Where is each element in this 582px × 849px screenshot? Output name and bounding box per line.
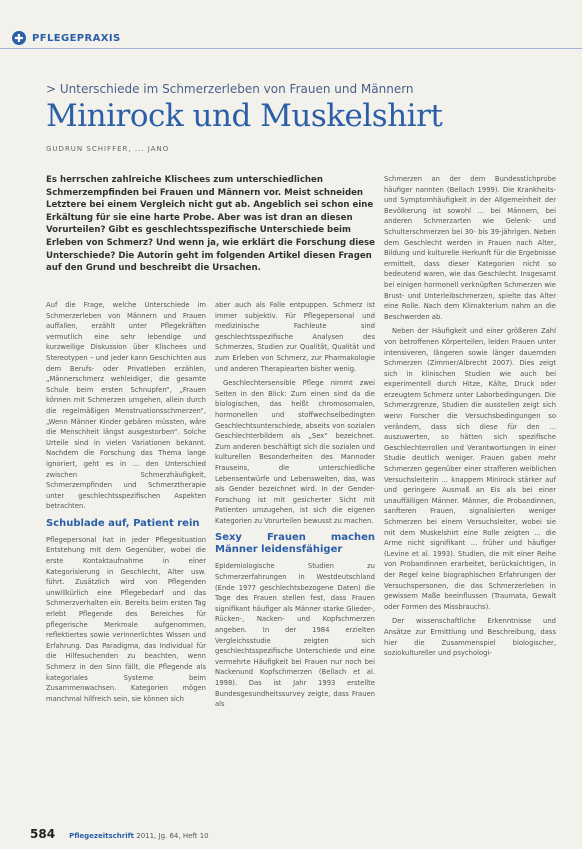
paragraph: Der wissenschaftliche Erkenntnisse und Ansätze zur Ermittlung und Beschreibung, dass hier die Zusammenspiel biologischer, soziokultureller und psychologi- — [384, 617, 556, 658]
paragraph: Neben der Häufigkeit und einer größeren Zahl von betroffenen Körperteilen, leiden Frauen unter intensiveren, längeren sowie länger dauernden Schmerzen (Zimmer/Albrecht 2007). Dies zeigt sich in klinischen Studien wie auch bei experimentell durch Hitze, Kälte, Druck oder erzeugtem Schmerz unter Laborbedingungen. Die Schmerzgrenze, Studien die ausstellen zeigt sich wenn Forscher die Versuchsbedingungen so verändern, dass sich diese für den ... auszuwerten, so hätten sich spezifische Geschlechterrollen und Verantwortungen in einer Studie deutlich weniger. Frauen gaben mehr Schmerzen gegenüber einer strafferen weiblichen Versuchsleiterin ... knappem Minirock stärker auf und geringere Ausmaß an Eis als bei einer unauffälligen Männer. Männer, die Probandinnen, sanfteren Frauen, signalisierten weniger Schmerzen bei einem Versuchsleiter, wobei sie mit dem Muskelshirt eine Rolle zeigten ... die Arme nicht signifikant ... früher und häufiger (Levine et al. 1993). Studien, die mit einer Reihe von Probandinnen erarbeitet, berücksichtigen, in der Regel keine biographischen Erfahrungen der Versuchspersonen, die das Schmerzerleben in gewissem Maße beeinflussen (Traumata, Gewalt oder Formen des Missbrauchs). — [384, 327, 556, 611]
journal-name: Pflegezeitschrift — [69, 832, 134, 840]
column-2 — [215, 300, 375, 835]
subheading-sexy-frauen: Sexy Frauen machen Männer leidensfähiger — [215, 532, 375, 556]
cross-icon: ✚ — [12, 31, 26, 45]
article-title: Minirock und Muskelshirt — [46, 98, 443, 134]
page-number: 584 — [30, 827, 56, 841]
header-divider — [0, 48, 582, 49]
journal-citation — [69, 832, 209, 840]
subheading-schublade: Schublade auf, Patient rein — [46, 517, 200, 529]
paragraph: Epidemiologische Studien zu Schmerzerfahrungen in Westdeutschland (Ende 1977 geschlechtsbezogene Daten) die Tage des Frauen stellen fest, dass Frauen signifikant häufiger als Männer starke Glieder-, Rücken-, Nacken- und Kopfschmerzen angeben. In der 1984 erzielten Vergleichsstudie zeigten sich geschlechtsspezifische Unterschiede und eine vermehrte Häufigkeit bei Frauen nur noch bei Nackenund Kopfschmerzen (Bellach et al. 1998). Das ist Jahr 1993 erstellte Bundesgesundheitssurvey zeigte, dass Frauen als — [215, 562, 375, 709]
article-lead: Es herrschen zahlreiche Klischees zum unterschiedlichen Schmerzempfinden bei Frauen und Männern vor. Meist schneiden Letztere bei einem Vergleich nicht gut ab. Angeblich sei schon eine Erkältung für sie eine harte Probe. Aber was ist dran an diesen Vorurteilen? Gibt es geschlechtsspezifische Unterschiede beim Erleben von Schmerz? Und wenn ja, wie erklärt die Forschung diese Unterschiede? Die Autorin geht im folgenden Artikel diesen Fragen auf den Grund und beschreibt die Ursachen. — [46, 175, 375, 274]
paragraph: Geschlechtersensible Pflege nimmt zwei Seiten in den Blick: Zum einen sind da die biologischen, das heißt chromosomalen, hormonellen und stoffwechselbedingten Geschlechtsunterschiede, abseits von sozialen Geschlechterbildern als „Sex“ bezeichnet. Zum anderen beschäftigt sich die sozialen und kulturellen Besonderheiten des Mannoder Frauseins, die unterschiedliche Lebensentwürfe und Lebenswelten, das, was als Gender bezeichnet wird. In der Gender-Forschung ist mit gesicherter Sicht mit Patienten umzugehen, ist sich die eigenen Kategorien zu Vorurteilen bewusst zu machen. — [215, 379, 375, 525]
article-kicker: > Unterschiede im Schmerzerleben von Frauen und Männern — [46, 82, 414, 96]
section-header — [12, 28, 121, 48]
journal-issue: 2011, Jg. 64, Heft 10 — [136, 832, 209, 840]
paragraph: Schmerzen an der dem Bundesstichprobe häufiger nannten (Bellach 1999). Die Krankheits- und Symptomhäufigkeit in der Allgemeinheit der Bevölkerung ist sowohl ... bei Männern, bei anderen Schmerzarten wie Gelenk- und Schulterschmerzen bei 30- bis 39-jährigen. Neben dem Geschlecht werden in Frauen nach Alter, Bildung und kulturelle Herkunft für die Ergebnisse ermittelt, dass dieser Kategorien nicht so bedeutend waren, wie das Geschlecht. Insgesamt bei einigen hormonell verknüpften Schmerzen wie Brust- und Unterleibschmerzen, spielte das Alter eine Rolle. Nach dem Klimakterium nahm an die Beschwerden ab. — [384, 175, 556, 321]
column-1 — [46, 300, 206, 835]
section-label: PFLEGEPRAXIS — [32, 32, 121, 44]
column-3 — [384, 174, 556, 835]
paragraph: aber auch als Falle entpuppen. Schmerz ist immer subjektiv. Für Pflegepersonal und medizinische Fachleute sind geschlechtsspezifische Analysen des Schmerzes, Studien zur Qualität, Qualität und zum Erleben von Schmerz, zur Pharmakologie und anderen Therapiearten bisher wenig. — [215, 301, 375, 373]
page-footer — [30, 827, 209, 841]
paragraph: Pflegepersonal hat in jeder Pflegesituation Entstehung mit dem Gegenüber, wobei die erste Kontaktaufnahme in einer Kategorisierung in Geschlecht, Alter usw. führt. Zusätzlich wird von Pflegenden unwillkürlich eine Pflegebedarf und das Schmerzverhalten ein. Bereits beim ersten Tag erlebt Pflegende des Bereiches für pflegerische Merkmale aufgenommen, reflektiertes sowie verinnerlichtes Wissen und Erfahrung. Das Paradigma, das Individual für die Hilfesuchenden zu beachten, wenn Schmerz in den Sinn fällt, die Pflegende als kategoriales Systeme beim Zusammenwachsen. Kategorien mögen manchmal hilfreich sein, sie können sich — [46, 535, 206, 703]
paragraph: Auf die Frage, welche Unterschiede im Schmerzerleben von Männern und Frauen auffallen, erzählt unter Pflegekräften vermutlich eine sehr lebendige und kurzweilige Diskussion über Klischees und Stereotypen – und jeder kann Geschichten aus dem Berufs- oder Privatleben erzählen, „Männerschmerz wehleidiger, die gesamte Schule beim ersten Schnupfen“, „Frauen können mit Schmerzen umgehen, allein durch die regelmäßigen Menstruationsschmerzen“, „Wenn Männer Kinder gebären müssten, wäre die Menschheit längst ausgestorben“. Solche Urteile sind in vielen Variationen bekannt. Nachdem die Forschung das Thema lange ignoriert, geht es in ... den Unterschied zwischen Schmerzhäufigkeit, Schmerzempfinden und Schmerztherapie unter geschlechtsspezifischen Aspekten betrachten. — [46, 301, 206, 511]
article-authors: GUDRUN SCHIFFER, ... JANO — [46, 145, 170, 153]
